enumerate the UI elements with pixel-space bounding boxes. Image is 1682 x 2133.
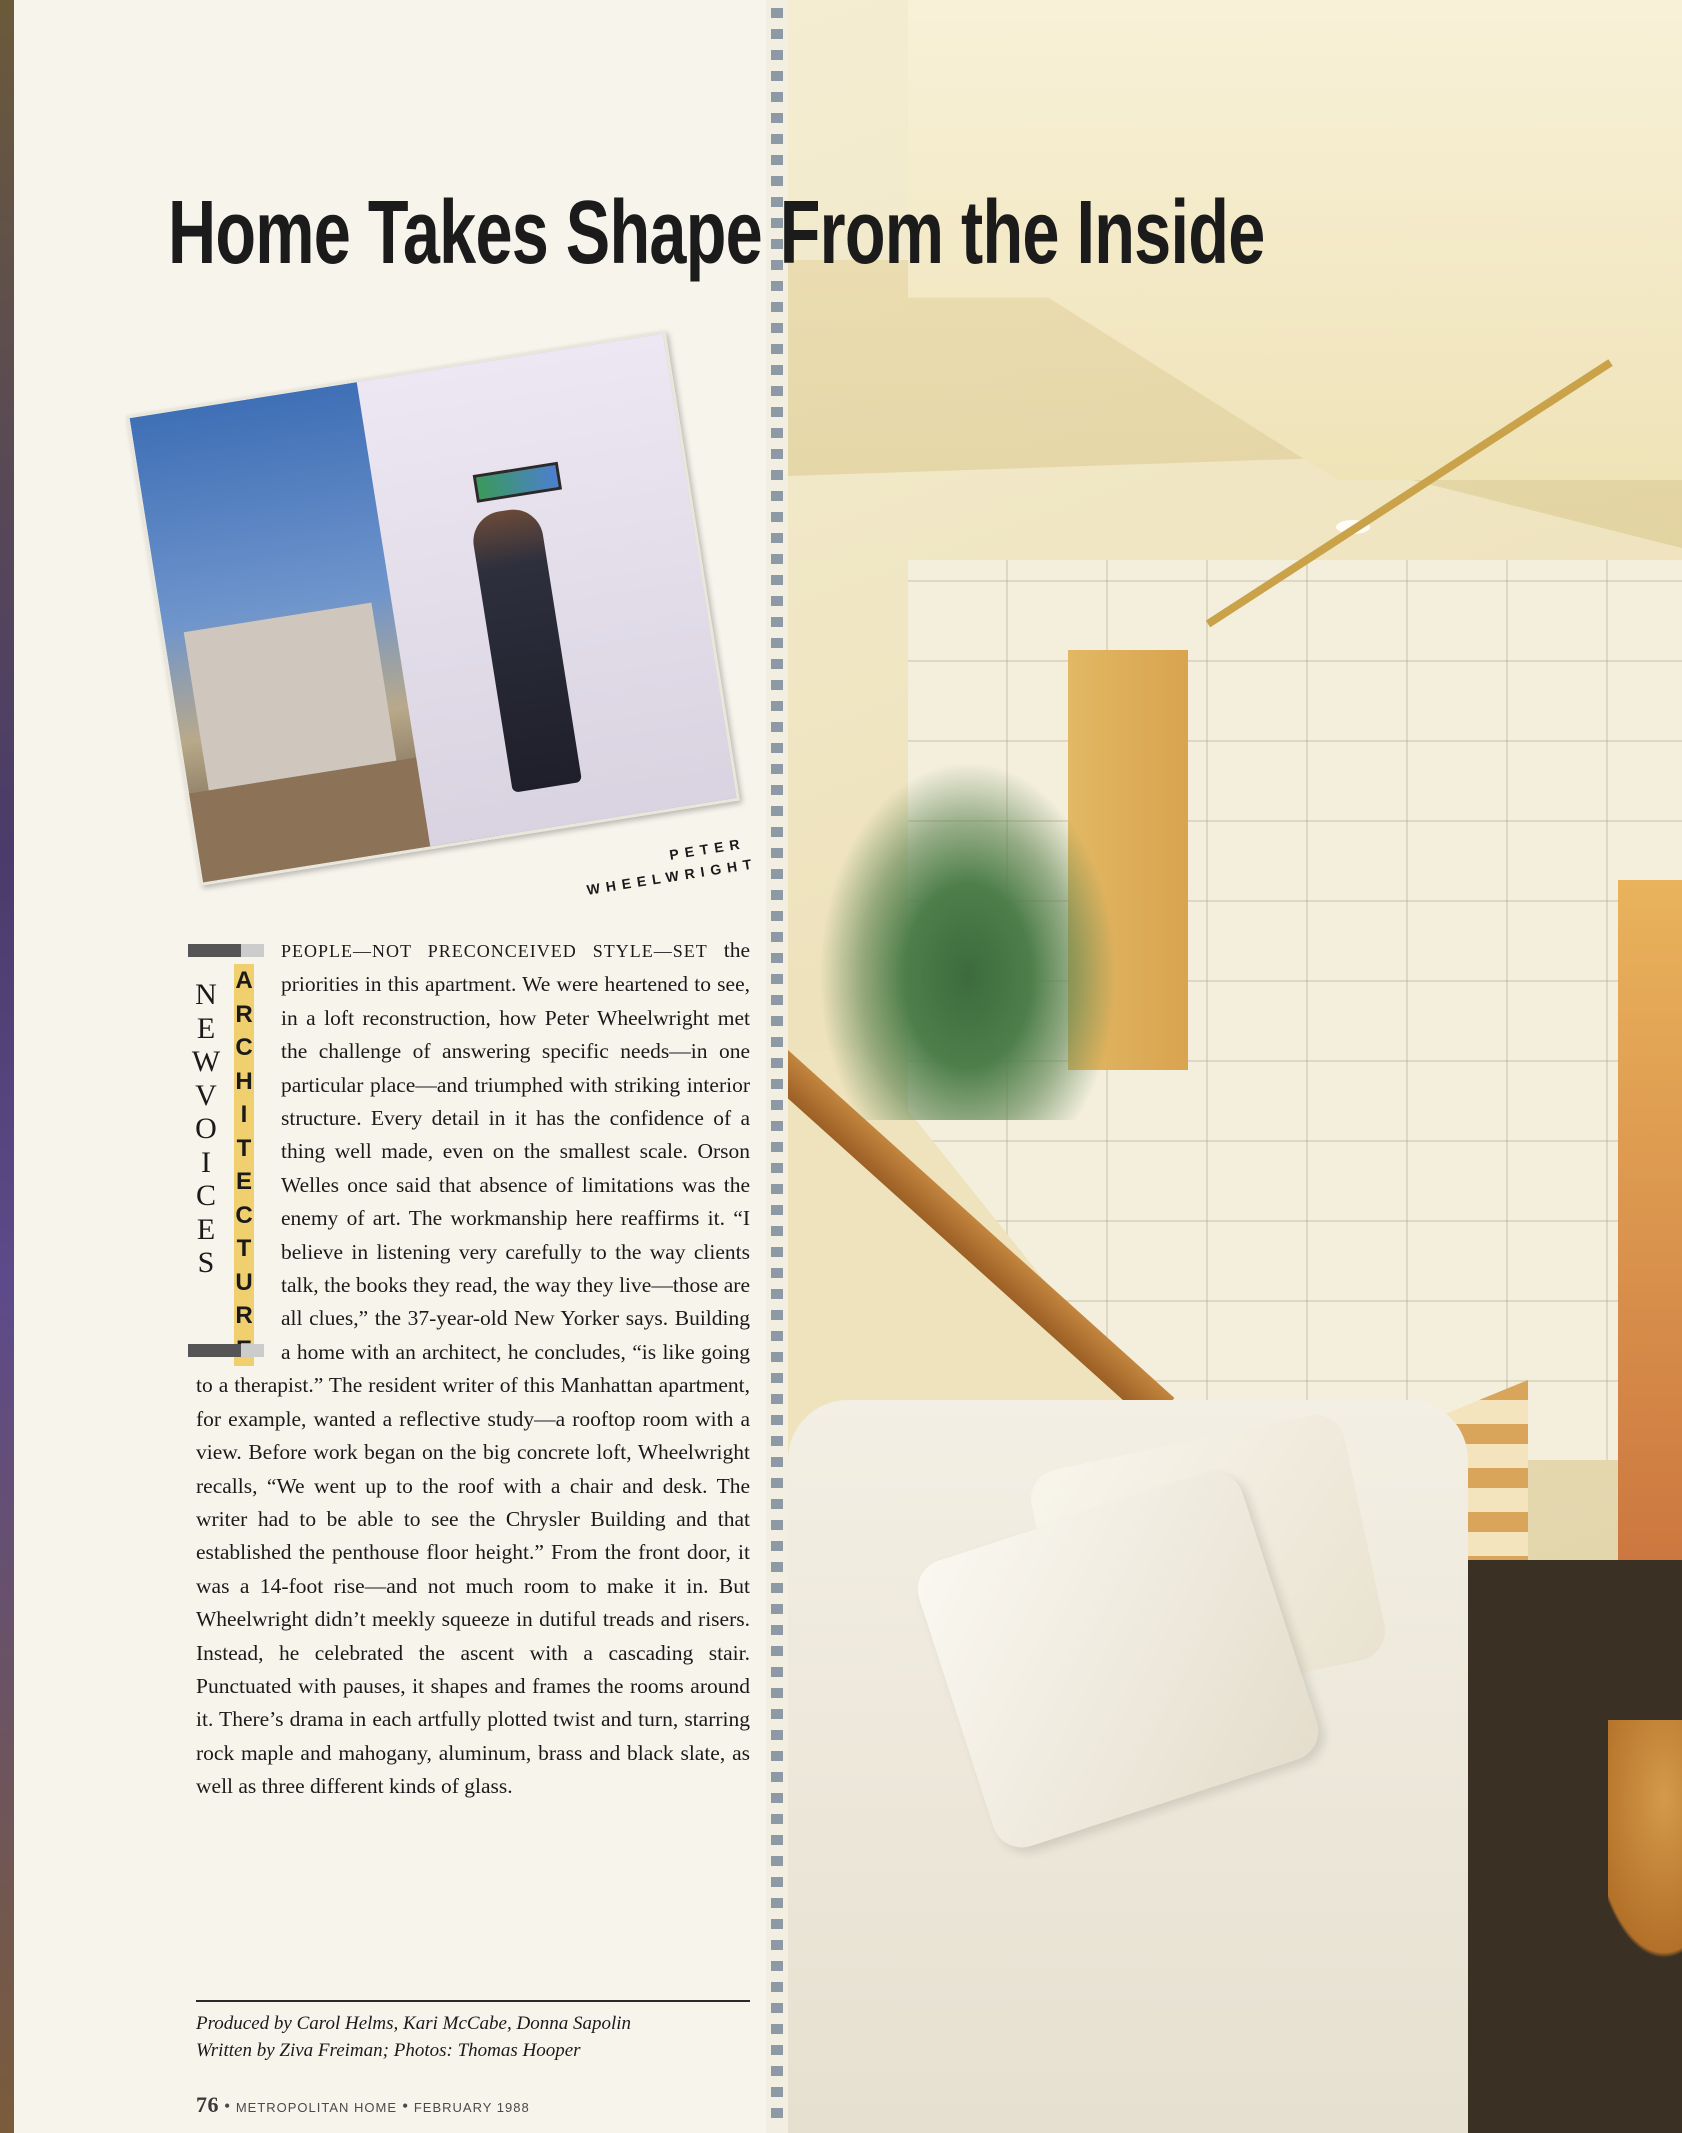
perforation-dash xyxy=(771,638,783,648)
perforation-dash xyxy=(771,8,783,18)
interior-photo xyxy=(788,0,1682,2133)
perforation-dash xyxy=(771,1982,783,1992)
perforation-dash xyxy=(771,1205,783,1215)
perforation-dash xyxy=(771,2108,783,2118)
photo-caption-first: PETER xyxy=(668,835,747,863)
label-letter: V xyxy=(195,1078,217,1112)
perforation-dash xyxy=(771,1541,783,1551)
perforation-dash xyxy=(771,1772,783,1782)
perforation-dash xyxy=(771,1814,783,1824)
perforation-dash xyxy=(771,1499,783,1509)
credits xyxy=(196,2010,750,2064)
perforation-dash xyxy=(771,1520,783,1530)
label-letter: W xyxy=(191,1045,221,1078)
perforation-dash xyxy=(771,92,783,102)
perforation-dash xyxy=(771,1163,783,1173)
article-body xyxy=(196,934,750,1804)
perforation-dash xyxy=(771,470,783,480)
photo-plant xyxy=(818,760,1118,1120)
photo-table xyxy=(1608,1720,1682,1980)
lead-in: PEOPLE—NOT PRECONCEIVED STYLE—SET xyxy=(281,941,708,961)
perforation-dash xyxy=(771,722,783,732)
perforation-dash xyxy=(771,1457,783,1467)
perforation-dash xyxy=(771,869,783,879)
perforation-dash xyxy=(771,1268,783,1278)
perforation-dash xyxy=(771,155,783,165)
folio-separator: • xyxy=(402,2096,409,2116)
perforation-dash xyxy=(771,659,783,669)
perforation-dash xyxy=(771,1688,783,1698)
perforation-dash xyxy=(771,827,783,837)
perforation-dash xyxy=(771,344,783,354)
perforation-dash xyxy=(771,1394,783,1404)
perforation-dash xyxy=(771,2045,783,2055)
magazine-name: METROPOLITAN HOME xyxy=(235,2100,398,2115)
perforation-dash xyxy=(771,1037,783,1047)
perforation-strip xyxy=(766,0,788,2133)
label-letter: E xyxy=(235,1168,252,1195)
perforation-dash xyxy=(771,995,783,1005)
perforation-dash xyxy=(771,302,783,312)
perforation-dash xyxy=(771,1940,783,1950)
label-letter: N xyxy=(195,978,217,1011)
perforation-dash xyxy=(771,1667,783,1677)
article-body-text: the priorities in this apartment. We were heartened to see, in a loft reconstruction, how Peter Wheelwright met the challenge of answering specific needs—in one particular place—and triumphed with striking interior structure. Every detail in it has the confidence of a thing well made, even on the smallest scale. Orson Welles once said that absence of limitations was the enemy of art. The workmanship here reaffirms it. “I believe in listening very carefully to the way clients talk, the books they read, the way they live—those are all clues,” the 37-year-old New Yorker says. Building a home with an architect, he concludes, “is like going to a therapist.” The resident writer of this Manhattan apartment, for example, wanted a reflective study—a rooftop room with a view. Before work began on the big concrete loft, Wheelwright recalls, “We went up to the roof with a chair and desk. The writer had to be able to see the Chrysler Building and that established the penthouse floor height.” From the front door, it was a 14-foot rise—and not much room to make it in. But Wheelwright didn’t meekly squeeze in dutiful treads and risers. Instead, he celebrated the ascent with a cascading stair. Punctuated with pauses, it shapes and frames the rooms around it. There’s drama in each artfully plotted twist and turn, starring rock maple and mahogany, aluminum, brass and black slate, as well as three different kinds of glass. xyxy=(196,938,750,1799)
perforation-dash xyxy=(771,1100,783,1110)
perforation-dash xyxy=(771,1331,783,1341)
perforation-dash xyxy=(771,1604,783,1614)
label-spacer xyxy=(196,934,281,1338)
perforation-dash xyxy=(771,533,783,543)
perforation-dash xyxy=(771,1184,783,1194)
issue-date: FEBRUARY 1988 xyxy=(413,2100,530,2115)
perforation-dash xyxy=(771,617,783,627)
perforation-dash xyxy=(771,1877,783,1887)
perforation-dash xyxy=(771,1226,783,1236)
perforation-dash xyxy=(771,1247,783,1257)
credits-rule xyxy=(196,2000,750,2002)
perforation-dash xyxy=(771,407,783,417)
perforation-dash xyxy=(771,701,783,711)
perforation-dash xyxy=(771,743,783,753)
perforation-dash xyxy=(771,932,783,942)
label-letter: C xyxy=(235,1201,253,1229)
perforation-dash xyxy=(771,1646,783,1656)
perforation-dash xyxy=(771,2024,783,2034)
perforation-dash xyxy=(771,890,783,900)
perforation-dash xyxy=(771,764,783,774)
perforation-dash xyxy=(771,1793,783,1803)
portrait-photo-frame xyxy=(126,330,740,886)
perforation-dash xyxy=(771,1751,783,1761)
binding-edge xyxy=(0,0,14,2133)
perforation-dash xyxy=(771,29,783,39)
label-letter: O xyxy=(195,1112,217,1145)
perforation-dash xyxy=(771,1709,783,1719)
label-letter: A xyxy=(235,967,253,994)
perforation-dash xyxy=(771,1121,783,1131)
perforation-dash xyxy=(771,575,783,585)
label-letter: U xyxy=(235,1268,253,1296)
perforation-dash xyxy=(771,1583,783,1593)
perforation-dash xyxy=(771,1730,783,1740)
label-letter: R xyxy=(235,1302,253,1329)
perforation-dash xyxy=(771,974,783,984)
perforation-dash xyxy=(771,386,783,396)
perforation-dash xyxy=(771,848,783,858)
label-letter: E xyxy=(196,1212,216,1246)
label-letter: S xyxy=(197,1246,215,1279)
label-letter: C xyxy=(235,1034,253,1061)
perforation-dash xyxy=(771,1373,783,1383)
label-letter: I xyxy=(201,1145,211,1179)
perforation-dash xyxy=(771,1562,783,1572)
perforation-dash xyxy=(771,1289,783,1299)
perforation-dash xyxy=(771,1478,783,1488)
perforation-dash xyxy=(771,1436,783,1446)
perforation-dash xyxy=(771,1835,783,1845)
perforation-dash xyxy=(771,554,783,564)
perforation-dash xyxy=(771,806,783,816)
portrait-photo xyxy=(130,310,760,910)
perforation-dash xyxy=(771,1058,783,1068)
perforation-dash xyxy=(771,2066,783,2076)
left-page xyxy=(14,0,766,2133)
page-number: 76 xyxy=(196,2092,219,2117)
perforation-dash xyxy=(771,113,783,123)
folio-separator: • xyxy=(224,2096,231,2116)
perforation-dash xyxy=(771,1016,783,1026)
perforation-dash xyxy=(771,1310,783,1320)
perforation-dash xyxy=(771,50,783,60)
perforation-dash xyxy=(771,1898,783,1908)
label-letter: R xyxy=(235,1000,253,1028)
perforation-dash xyxy=(771,596,783,606)
perforation-dash xyxy=(771,1961,783,1971)
label-letter: T xyxy=(236,1235,252,1262)
headline: Home Takes Shape From the Inside xyxy=(168,183,1265,283)
perforation-dash xyxy=(771,1919,783,1929)
perforation-dash xyxy=(771,134,783,144)
perforation-dash xyxy=(771,71,783,81)
perforation-dash xyxy=(771,1415,783,1425)
photo-caption-last: WHEELWRIGHT xyxy=(585,855,759,898)
perforation-dash xyxy=(771,953,783,963)
label-letter: E xyxy=(196,1011,216,1045)
credits-produced: Produced by Carol Helms, Kari McCabe, Donna Sapolin xyxy=(196,2013,632,2034)
label-letter: H xyxy=(235,1067,253,1095)
perforation-dash xyxy=(771,512,783,522)
perforation-dash xyxy=(771,1079,783,1089)
perforation-dash xyxy=(771,785,783,795)
perforation-dash xyxy=(771,680,783,690)
photo-doorway xyxy=(1618,880,1682,1640)
perforation-dash xyxy=(771,911,783,921)
perforation-dash xyxy=(771,449,783,459)
credits-written: Written by Ziva Freiman; Photos: Thomas Hooper xyxy=(196,2040,581,2061)
perforation-dash xyxy=(771,1352,783,1362)
label-letter: T xyxy=(236,1134,252,1162)
perforation-dash xyxy=(771,2087,783,2097)
perforation-dash xyxy=(771,323,783,333)
folio xyxy=(196,2092,530,2118)
perforation-dash xyxy=(771,1625,783,1635)
perforation-dash xyxy=(771,491,783,501)
perforation-dash xyxy=(771,1142,783,1152)
perforation-dash xyxy=(771,365,783,375)
perforation-dash xyxy=(771,428,783,438)
label-letter: I xyxy=(240,1101,248,1128)
perforation-dash xyxy=(771,1856,783,1866)
label-letter: C xyxy=(196,1179,217,1212)
perforation-dash xyxy=(771,2003,783,2013)
